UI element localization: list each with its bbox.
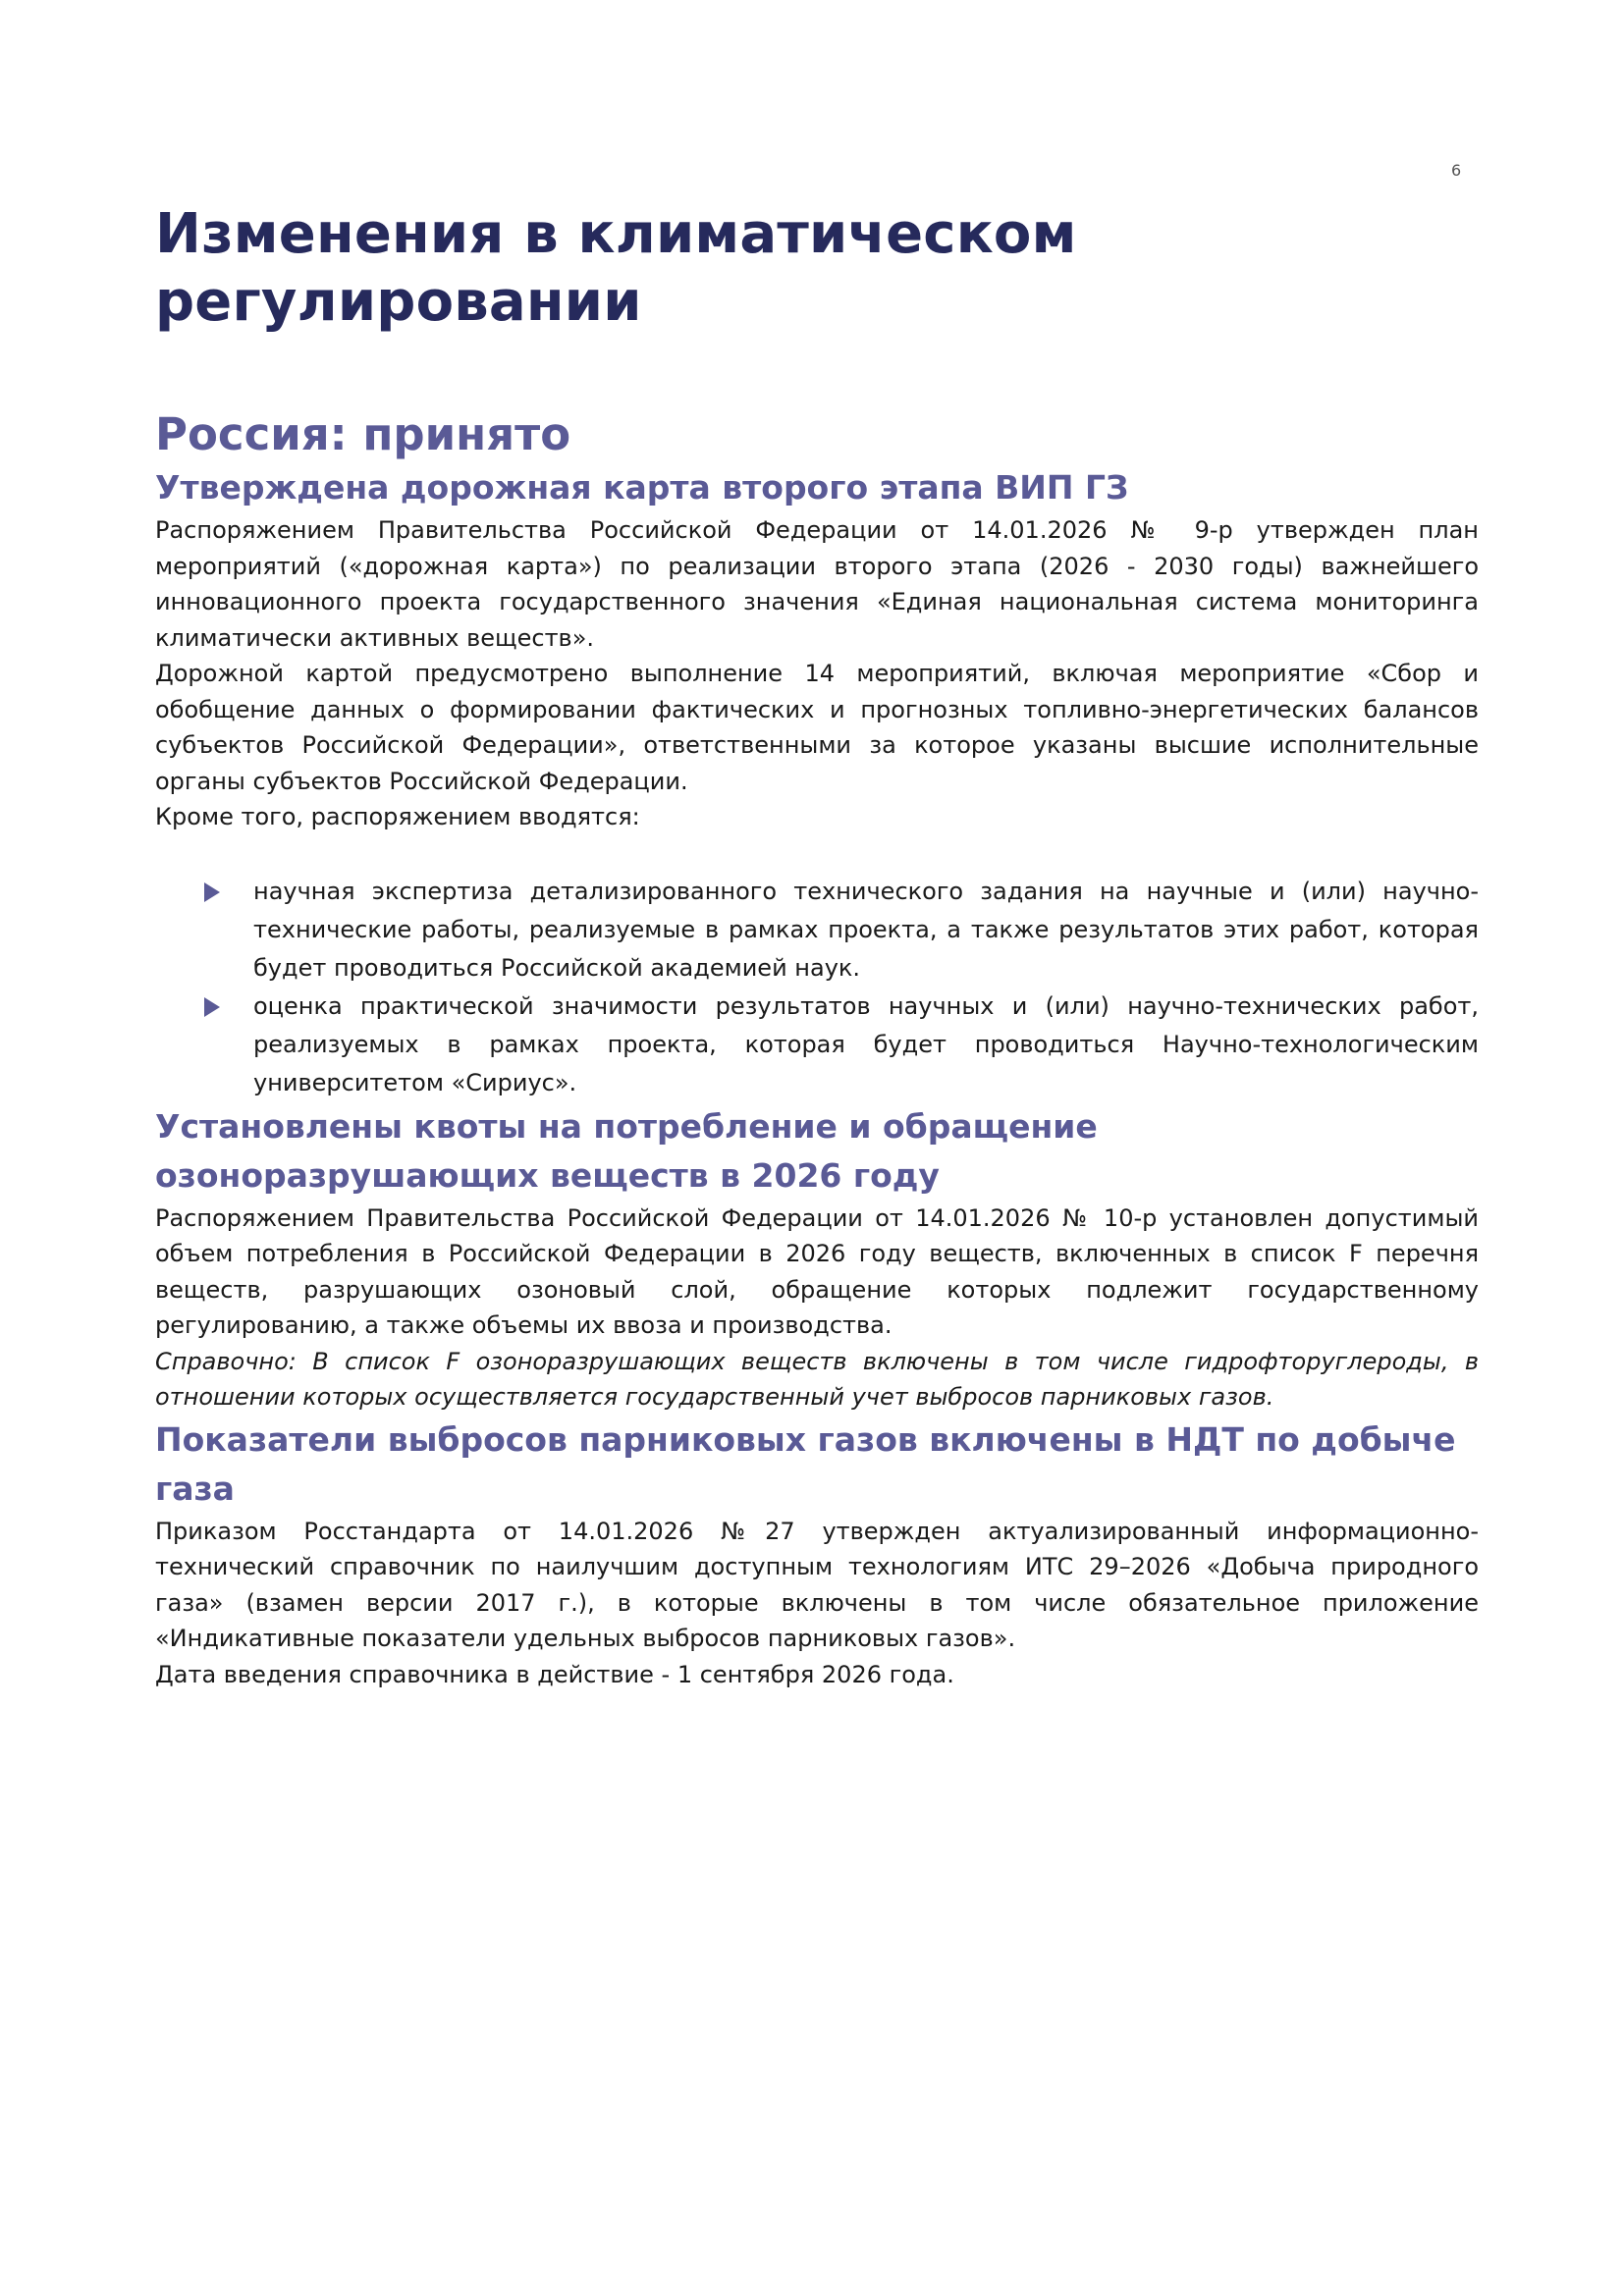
paragraph: Дата введения справочника в действие - 1 сентября 2026 года. — [155, 1660, 954, 1688]
paragraph: Распоряжением Правительства Российской Федерации от 14.01.2026 № 9-р утвержден план мероприятий («дорожная карта») по реализации второго этапа (2026 - 2030 годы) важнейшего инновационного проекта государственного значения «Единая национальная система мониторинга климатически активных веществ». — [155, 516, 1479, 652]
list-item — [155, 873, 1479, 988]
triangle-bullet-icon — [204, 882, 220, 902]
section-title: Россия: принято — [155, 408, 571, 460]
paragraph: Приказом Росстандарта от 14.01.2026 №27 утвержден актуализированный информационно-технический справочник по наилучшим доступным технологиям ИТС 29–2026 «Добыча природного газа» (взамен версии 2017 г.), в которые включены в том числе обязательное приложение «Индикативные показатели удельных выбросов парниковых газов». — [155, 1517, 1479, 1652]
page-content — [155, 200, 1479, 1692]
list-item — [155, 988, 1479, 1102]
triangle-bullet-icon — [204, 997, 220, 1017]
subsection-title-ozone-quotas: Установлены квоты на потребление и обращение озоноразрушающих веществ в 2026 году — [155, 1106, 1098, 1195]
list-item-text: научная экспертиза детализированного технического задания на научные и (или) научно-технические работы, реализуемые в рамках проекта, а также результатов этих работ, которая будет проводиться Российской академией наук. — [253, 877, 1479, 982]
document-title: Изменения в климатическом регулировании — [155, 202, 1077, 334]
reference-note: Справочно: В список F озоноразрушающих веществ включены в том числе гидрофторуглероды, в отношении которых осуществляется государственный учет выбросов парниковых газов. — [155, 1347, 1479, 1411]
bullet-list — [155, 873, 1479, 1102]
paragraph: Кроме того, распоряжением вводятся: — [155, 803, 640, 830]
paragraph: Распоряжением Правительства Российской Федерации от 14.01.2026 № 10-р установлен допустимый объем потребления в Российской Федерации в 2026 году веществ, включенных в список F перечня веществ, разрушающих озоновый слой, обращение которых подлежит государственному регулированию, а также объемы их ввоза и производства. — [155, 1203, 1479, 1339]
subsection-title-ghg-indicators: Показатели выбросов парниковых газов включены в НДТ по добыче газа — [155, 1419, 1456, 1508]
page-number: 6 — [1451, 161, 1462, 180]
paragraph: Дорожной картой предусмотрено выполнение 14 мероприятий, включая мероприятие «Сбор и обобщение данных о формировании фактических и прогнозных топливно-энергетических балансов субъектов Российской Федерации», ответственными за которое указаны высшие исполнительные органы субъектов Российской Федерации. — [155, 660, 1479, 795]
list-item-text: оценка практической значимости результатов научных и (или) научно-технических работ, реализуемых в рамках проекта, которая будет проводиться Научно-технологическим университетом «Сириус». — [253, 991, 1479, 1096]
subsection-title-roadmap: Утверждена дорожная карта второго этапа ВИП ГЗ — [155, 468, 1129, 507]
